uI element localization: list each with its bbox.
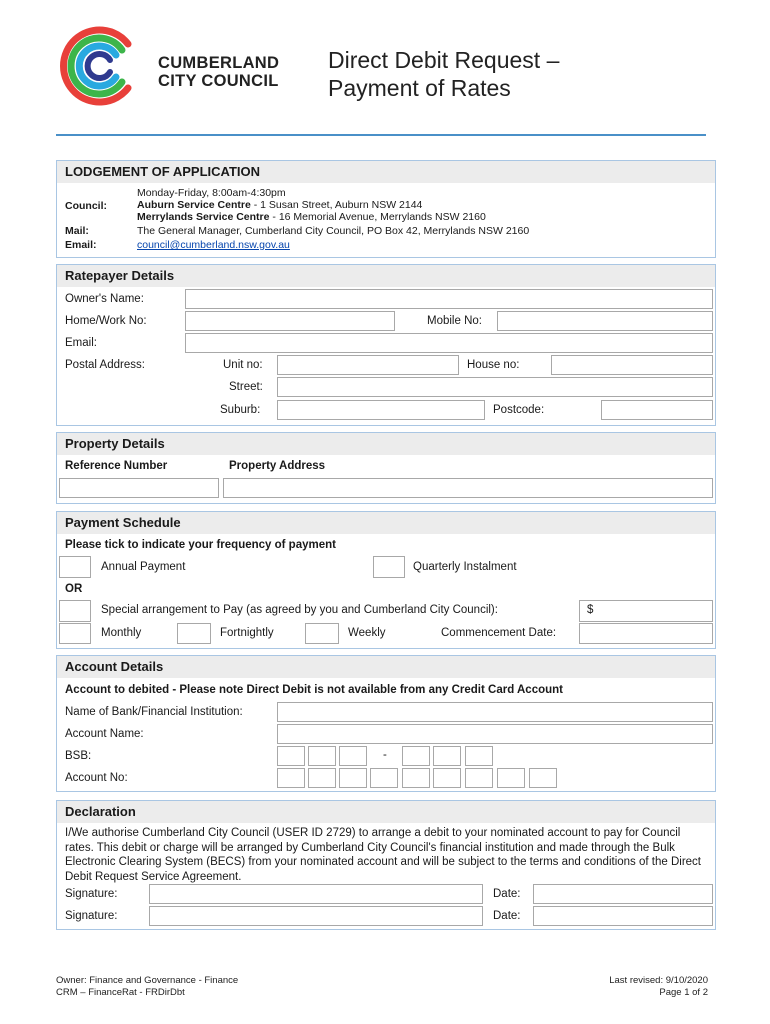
council-label: Council: — [65, 200, 107, 212]
org-name-line1: CUMBERLAND — [158, 54, 280, 72]
footer-left — [56, 975, 238, 999]
org-name — [158, 54, 279, 90]
org-name-line2: CITY COUNCIL — [158, 72, 279, 90]
bsb-label: BSB: — [65, 750, 92, 762]
account-section — [56, 655, 716, 792]
merrylands-centre-name: Merrylands Service Centre — [137, 211, 270, 223]
quarterly-label: Quarterly Instalment — [413, 561, 517, 573]
monthly-checkbox[interactable] — [59, 623, 91, 644]
bsb-digit-field[interactable] — [465, 746, 493, 766]
declaration-text: I/We authorise Cumberland City Council (USER ID 2729) to arrange a debit to your nominated account to pay for Council rates. This debit or charge will be arranged by Cumberland City Council's financial institution and made through the Bulk Electronic Clearing System (BECS) from your nominated account and will be subject to the terms and conditions of the Direct Debit Request Service Agreement. — [65, 827, 701, 883]
property-title: Property Details — [65, 436, 165, 451]
or-label: OR — [65, 583, 83, 595]
bsb-digit-field[interactable] — [402, 746, 430, 766]
quarterly-checkbox[interactable] — [373, 556, 405, 578]
account-title: Account Details — [65, 659, 164, 674]
merrylands-centre — [137, 211, 486, 223]
commencement-date-field[interactable] — [579, 623, 713, 644]
house-field[interactable] — [551, 355, 713, 375]
street-field[interactable] — [277, 377, 713, 397]
account-digit-field[interactable] — [308, 768, 336, 788]
monthly-label: Monthly — [101, 627, 142, 639]
property-address-field[interactable] — [223, 478, 713, 498]
special-arrangement-label: Special arrangement to Pay (as agreed by you and Cumberland City Council): — [101, 604, 498, 616]
fortnightly-label: Fortnightly — [220, 627, 274, 639]
special-amount-field[interactable] — [579, 600, 713, 622]
date-field-2[interactable] — [533, 906, 713, 926]
auburn-centre-address: - 1 Susan Street, Auburn NSW 2144 — [250, 199, 423, 211]
bsb-digit-field[interactable] — [308, 746, 336, 766]
fortnightly-checkbox[interactable] — [177, 623, 211, 644]
email-field[interactable] — [185, 333, 713, 353]
bsb-digit-field[interactable] — [433, 746, 461, 766]
payment-section — [56, 511, 716, 649]
title-line1: Direct Debit Request – — [328, 47, 560, 73]
property-section — [56, 432, 716, 504]
postcode-label: Postcode: — [493, 404, 545, 416]
mail-label: Mail: — [65, 225, 89, 237]
annual-checkbox[interactable] — [59, 556, 91, 578]
footer-page-number: Page 1 of 2 — [659, 987, 708, 998]
house-label: House no: — [467, 359, 520, 371]
unit-label: Unit no: — [223, 359, 263, 371]
frequency-instruction: Please tick to indicate your frequency of payment — [65, 539, 336, 551]
council-logo — [60, 26, 140, 106]
section-header — [57, 801, 715, 823]
commencement-date-label: Commencement Date: — [441, 627, 557, 639]
date-label-1: Date: — [493, 888, 521, 900]
mobile-label: Mobile No: — [427, 315, 482, 327]
owner-name-label: Owner's Name: — [65, 293, 144, 305]
auburn-centre-name: Auburn Service Centre — [137, 199, 251, 211]
bsb-digit-field[interactable] — [339, 746, 367, 766]
account-note: Account to debited - Please note Direct Debit is not available from any Credit Card Account — [65, 684, 563, 696]
bsb-digit-field[interactable] — [277, 746, 305, 766]
mobile-field[interactable] — [497, 311, 713, 331]
account-name-field[interactable] — [277, 724, 713, 744]
special-arrangement-checkbox[interactable] — [59, 600, 91, 622]
signature-field-2[interactable] — [149, 906, 483, 926]
account-digit-field[interactable] — [339, 768, 367, 788]
street-label: Street: — [229, 381, 263, 393]
council-email-link[interactable]: council@cumberland.nsw.gov.au — [137, 239, 290, 251]
suburb-label: Suburb: — [220, 404, 261, 416]
account-digit-field[interactable] — [370, 768, 398, 788]
annual-label: Annual Payment — [101, 561, 186, 573]
office-hours: Monday-Friday, 8:00am-4:30pm — [137, 187, 286, 199]
account-number-label: Account No: — [65, 772, 128, 784]
signature-label-1: Signature: — [65, 888, 118, 900]
email-label: Email: — [65, 239, 97, 251]
property-address-label: Property Address — [229, 460, 326, 472]
weekly-checkbox[interactable] — [305, 623, 339, 644]
date-label-2: Date: — [493, 910, 521, 922]
lodgement-title: LODGEMENT OF APPLICATION — [65, 164, 260, 179]
mail-address: The General Manager, Cumberland City Council, PO Box 42, Merrylands NSW 2160 — [137, 225, 530, 237]
reference-number-label: Reference Number — [65, 460, 168, 472]
document-title — [328, 46, 559, 102]
footer-owner: Owner: Finance and Governance - Finance — [56, 975, 239, 986]
date-field-1[interactable] — [533, 884, 713, 904]
signature-field-1[interactable] — [149, 884, 483, 904]
footer-crm: CRM – FinanceRat - FRDirDbt — [56, 987, 185, 998]
title-line2: Payment of Rates — [328, 75, 511, 101]
signature-label-2: Signature: — [65, 910, 118, 922]
auburn-centre — [137, 199, 422, 211]
suburb-field[interactable] — [277, 400, 485, 420]
ratepayer-section — [56, 264, 716, 426]
account-digit-field[interactable] — [497, 768, 525, 788]
phone-field[interactable] — [185, 311, 395, 331]
footer-right — [609, 975, 708, 999]
unit-field[interactable] — [277, 355, 459, 375]
account-digit-field[interactable] — [402, 768, 430, 788]
phone-label: Home/Work No: — [65, 315, 147, 327]
declaration-section — [56, 800, 716, 930]
account-digit-field[interactable] — [433, 768, 461, 788]
payment-title: Payment Schedule — [65, 515, 181, 530]
dollar-sign: $ — [587, 604, 594, 616]
weekly-label: Weekly — [348, 627, 386, 639]
footer-revised: Last revised: 9/10/2020 — [609, 975, 708, 986]
owner-name-field[interactable] — [185, 289, 713, 309]
lodgement-section — [56, 160, 716, 258]
ratepayer-title: Ratepayer Details — [65, 268, 175, 283]
account-digit-field[interactable] — [529, 768, 557, 788]
declaration-title: Declaration — [65, 804, 136, 819]
merrylands-centre-address: - 16 Memorial Avenue, Merrylands NSW 2160 — [269, 211, 486, 223]
bank-name-label: Name of Bank/Financial Institution: — [65, 706, 243, 718]
email-label: Email: — [65, 337, 97, 349]
reference-number-field[interactable] — [59, 478, 219, 498]
account-digit-field[interactable] — [277, 768, 305, 788]
postcode-field[interactable] — [601, 400, 713, 420]
account-name-label: Account Name: — [65, 728, 144, 740]
bank-name-field[interactable] — [277, 702, 713, 722]
account-digit-field[interactable] — [465, 768, 493, 788]
title-divider — [56, 134, 706, 136]
bsb-dash: - — [383, 749, 387, 761]
postal-address-label: Postal Address: — [65, 359, 145, 371]
